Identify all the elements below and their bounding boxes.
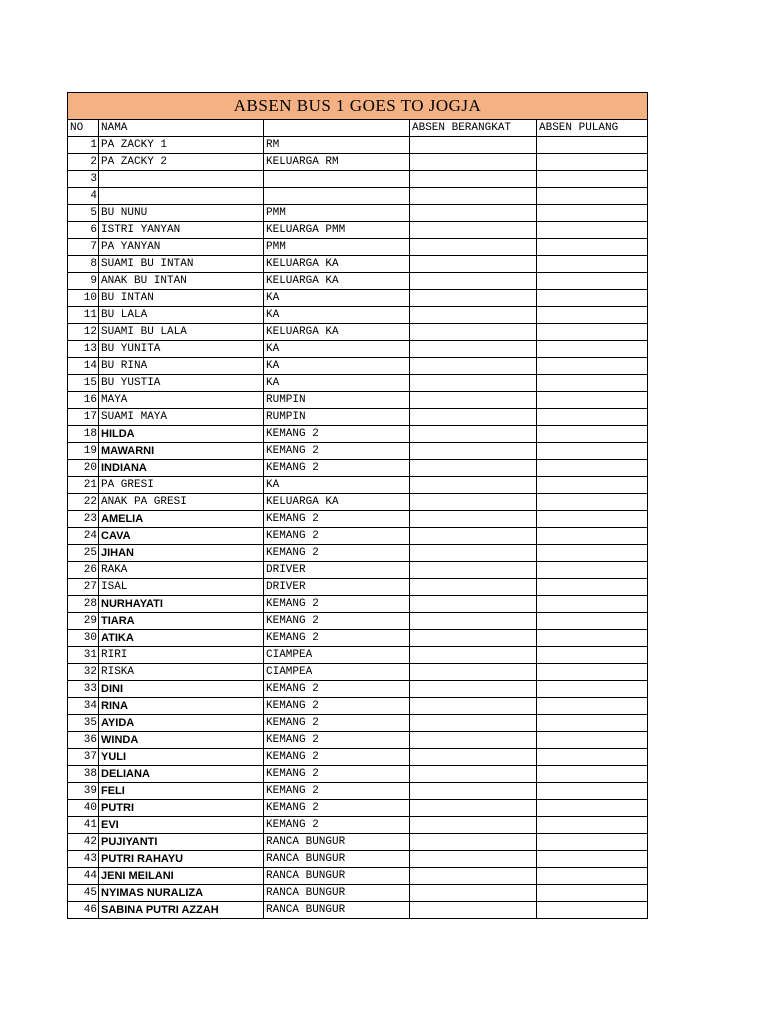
cell-group: KEMANG 2	[264, 426, 410, 443]
cell-no: 28	[68, 596, 99, 613]
cell-no: 22	[68, 494, 99, 511]
table-row	[68, 188, 648, 205]
cell-nama: EVI	[99, 817, 264, 834]
table-row	[68, 460, 648, 477]
cell-absen-berangkat	[410, 205, 537, 222]
cell-absen-pulang	[537, 732, 648, 749]
cell-absen-berangkat	[410, 188, 537, 205]
cell-no: 25	[68, 545, 99, 562]
cell-no: 36	[68, 732, 99, 749]
cell-no: 9	[68, 273, 99, 290]
cell-nama: BU YUSTIA	[99, 375, 264, 392]
sheet-title: ABSEN BUS 1 GOES TO JOGJA	[68, 93, 648, 120]
table-row	[68, 443, 648, 460]
cell-group: KEMANG 2	[264, 715, 410, 732]
table-row	[68, 477, 648, 494]
cell-absen-berangkat	[410, 494, 537, 511]
cell-no: 21	[68, 477, 99, 494]
cell-absen-pulang	[537, 494, 648, 511]
cell-group: RANCA BUNGUR	[264, 834, 410, 851]
cell-group: KELUARGA KA	[264, 273, 410, 290]
cell-no: 11	[68, 307, 99, 324]
cell-nama	[99, 188, 264, 205]
table-row	[68, 834, 648, 851]
cell-group: KEMANG 2	[264, 545, 410, 562]
cell-absen-berangkat	[410, 358, 537, 375]
table-row	[68, 239, 648, 256]
cell-absen-pulang	[537, 630, 648, 647]
cell-absen-berangkat	[410, 154, 537, 171]
header-absen-berangkat: ABSEN BERANGKAT	[410, 120, 537, 137]
cell-nama: BU NUNU	[99, 205, 264, 222]
cell-absen-berangkat	[410, 511, 537, 528]
cell-no: 18	[68, 426, 99, 443]
cell-group: KELUARGA KA	[264, 324, 410, 341]
cell-group	[264, 188, 410, 205]
cell-group: KEMANG 2	[264, 460, 410, 477]
cell-absen-berangkat	[410, 783, 537, 800]
table-row	[68, 749, 648, 766]
cell-nama: BU INTAN	[99, 290, 264, 307]
table-row	[68, 205, 648, 222]
table-row	[68, 341, 648, 358]
cell-no: 6	[68, 222, 99, 239]
cell-no: 31	[68, 647, 99, 664]
cell-absen-berangkat	[410, 902, 537, 919]
table-row	[68, 137, 648, 154]
cell-nama: YULI	[99, 749, 264, 766]
cell-nama: ATIKA	[99, 630, 264, 647]
cell-nama: BU LALA	[99, 307, 264, 324]
cell-absen-berangkat	[410, 460, 537, 477]
cell-absen-berangkat	[410, 732, 537, 749]
cell-absen-pulang	[537, 647, 648, 664]
cell-group: RUMPIN	[264, 392, 410, 409]
cell-no: 4	[68, 188, 99, 205]
table-row	[68, 766, 648, 783]
cell-absen-pulang	[537, 341, 648, 358]
cell-group: KA	[264, 375, 410, 392]
cell-no: 30	[68, 630, 99, 647]
cell-group: KEMANG 2	[264, 596, 410, 613]
cell-no: 12	[68, 324, 99, 341]
cell-absen-berangkat	[410, 545, 537, 562]
table-row	[68, 732, 648, 749]
cell-group: KEMANG 2	[264, 732, 410, 749]
cell-absen-pulang	[537, 783, 648, 800]
cell-absen-berangkat	[410, 647, 537, 664]
cell-group: KA	[264, 341, 410, 358]
cell-absen-pulang	[537, 834, 648, 851]
cell-absen-berangkat	[410, 766, 537, 783]
cell-no: 5	[68, 205, 99, 222]
table-row	[68, 307, 648, 324]
cell-absen-berangkat	[410, 290, 537, 307]
cell-group: KELUARGA RM	[264, 154, 410, 171]
cell-nama: PA GRESI	[99, 477, 264, 494]
header-row	[68, 120, 648, 137]
cell-nama: RISKA	[99, 664, 264, 681]
cell-nama: MAWARNI	[99, 443, 264, 460]
cell-group: KEMANG 2	[264, 511, 410, 528]
cell-no: 15	[68, 375, 99, 392]
cell-absen-pulang	[537, 358, 648, 375]
cell-absen-berangkat	[410, 477, 537, 494]
table-row	[68, 630, 648, 647]
cell-absen-pulang	[537, 562, 648, 579]
cell-nama: NURHAYATI	[99, 596, 264, 613]
cell-group: KEMANG 2	[264, 800, 410, 817]
cell-absen-berangkat	[410, 579, 537, 596]
cell-absen-pulang	[537, 613, 648, 630]
header-group	[264, 120, 410, 137]
cell-group: RANCA BUNGUR	[264, 885, 410, 902]
cell-absen-berangkat	[410, 273, 537, 290]
cell-absen-pulang	[537, 273, 648, 290]
attendance-table	[67, 92, 648, 919]
table-row	[68, 800, 648, 817]
cell-absen-pulang	[537, 511, 648, 528]
cell-nama: PA YANYAN	[99, 239, 264, 256]
cell-group: KEMANG 2	[264, 681, 410, 698]
cell-group: KEMANG 2	[264, 528, 410, 545]
cell-group: RANCA BUNGUR	[264, 902, 410, 919]
header-absen-pulang: ABSEN PULANG	[537, 120, 648, 137]
cell-group: CIAMPEA	[264, 664, 410, 681]
table-row	[68, 290, 648, 307]
cell-absen-pulang	[537, 137, 648, 154]
cell-group: KELUARGA KA	[264, 256, 410, 273]
cell-absen-pulang	[537, 528, 648, 545]
cell-absen-pulang	[537, 800, 648, 817]
cell-group: PMM	[264, 239, 410, 256]
cell-nama: ANAK BU INTAN	[99, 273, 264, 290]
cell-nama: SUAMI BU INTAN	[99, 256, 264, 273]
cell-group: RM	[264, 137, 410, 154]
cell-group: KEMANG 2	[264, 443, 410, 460]
cell-group: KA	[264, 358, 410, 375]
cell-absen-berangkat	[410, 239, 537, 256]
cell-group: RANCA BUNGUR	[264, 851, 410, 868]
cell-absen-berangkat	[410, 851, 537, 868]
table-row	[68, 681, 648, 698]
cell-absen-berangkat	[410, 698, 537, 715]
cell-absen-pulang	[537, 715, 648, 732]
cell-nama: PUTRI	[99, 800, 264, 817]
cell-nama: PA ZACKY 1	[99, 137, 264, 154]
cell-nama: ISTRI YANYAN	[99, 222, 264, 239]
cell-absen-berangkat	[410, 885, 537, 902]
cell-no: 8	[68, 256, 99, 273]
cell-absen-pulang	[537, 766, 648, 783]
cell-absen-pulang	[537, 902, 648, 919]
table-row	[68, 851, 648, 868]
cell-absen-pulang	[537, 664, 648, 681]
attendance-sheet	[67, 92, 647, 919]
cell-no: 26	[68, 562, 99, 579]
cell-nama: AYIDA	[99, 715, 264, 732]
cell-nama: SUAMI BU LALA	[99, 324, 264, 341]
cell-nama: JENI MEILANI	[99, 868, 264, 885]
cell-group: KEMANG 2	[264, 613, 410, 630]
table-row	[68, 698, 648, 715]
cell-group: CIAMPEA	[264, 647, 410, 664]
cell-no: 32	[68, 664, 99, 681]
cell-group: KEMANG 2	[264, 749, 410, 766]
cell-no: 42	[68, 834, 99, 851]
cell-no: 13	[68, 341, 99, 358]
cell-no: 19	[68, 443, 99, 460]
cell-absen-pulang	[537, 443, 648, 460]
cell-absen-pulang	[537, 579, 648, 596]
cell-nama: DELIANA	[99, 766, 264, 783]
table-row	[68, 256, 648, 273]
cell-absen-pulang	[537, 290, 648, 307]
header-nama: NAMA	[99, 120, 264, 137]
cell-absen-pulang	[537, 545, 648, 562]
cell-absen-berangkat	[410, 596, 537, 613]
cell-no: 2	[68, 154, 99, 171]
table-row	[68, 902, 648, 919]
cell-no: 41	[68, 817, 99, 834]
cell-nama: PA ZACKY 2	[99, 154, 264, 171]
cell-group: KA	[264, 307, 410, 324]
table-row	[68, 273, 648, 290]
cell-no: 10	[68, 290, 99, 307]
cell-absen-pulang	[537, 749, 648, 766]
cell-absen-berangkat	[410, 715, 537, 732]
cell-no: 3	[68, 171, 99, 188]
table-row	[68, 154, 648, 171]
cell-no: 23	[68, 511, 99, 528]
cell-absen-pulang	[537, 851, 648, 868]
cell-absen-pulang	[537, 596, 648, 613]
cell-absen-pulang	[537, 460, 648, 477]
cell-absen-berangkat	[410, 443, 537, 460]
cell-absen-pulang	[537, 698, 648, 715]
table-row	[68, 375, 648, 392]
cell-no: 38	[68, 766, 99, 783]
cell-absen-pulang	[537, 324, 648, 341]
cell-nama: INDIANA	[99, 460, 264, 477]
cell-absen-berangkat	[410, 528, 537, 545]
cell-absen-berangkat	[410, 409, 537, 426]
title-row	[68, 93, 648, 120]
cell-no: 24	[68, 528, 99, 545]
cell-group: RANCA BUNGUR	[264, 868, 410, 885]
cell-no: 14	[68, 358, 99, 375]
cell-no: 37	[68, 749, 99, 766]
cell-absen-pulang	[537, 817, 648, 834]
cell-no: 20	[68, 460, 99, 477]
cell-group: KEMANG 2	[264, 698, 410, 715]
cell-nama: HILDA	[99, 426, 264, 443]
cell-nama: BU YUNITA	[99, 341, 264, 358]
cell-group: KEMANG 2	[264, 630, 410, 647]
cell-group: KEMANG 2	[264, 817, 410, 834]
table-row	[68, 511, 648, 528]
cell-no: 29	[68, 613, 99, 630]
table-row	[68, 494, 648, 511]
cell-nama	[99, 171, 264, 188]
cell-no: 34	[68, 698, 99, 715]
cell-nama: ANAK PA GRESI	[99, 494, 264, 511]
cell-no: 7	[68, 239, 99, 256]
cell-absen-pulang	[537, 239, 648, 256]
table-row	[68, 324, 648, 341]
table-row	[68, 596, 648, 613]
cell-absen-berangkat	[410, 868, 537, 885]
cell-absen-berangkat	[410, 834, 537, 851]
cell-group	[264, 171, 410, 188]
cell-absen-berangkat	[410, 324, 537, 341]
cell-nama: RINA	[99, 698, 264, 715]
cell-no: 45	[68, 885, 99, 902]
cell-absen-pulang	[537, 154, 648, 171]
cell-absen-berangkat	[410, 222, 537, 239]
table-row	[68, 868, 648, 885]
cell-absen-pulang	[537, 256, 648, 273]
cell-group: KEMANG 2	[264, 766, 410, 783]
cell-nama: RIRI	[99, 647, 264, 664]
table-row	[68, 664, 648, 681]
table-row	[68, 409, 648, 426]
table-row	[68, 885, 648, 902]
cell-absen-pulang	[537, 171, 648, 188]
cell-group: KELUARGA PMM	[264, 222, 410, 239]
cell-absen-berangkat	[410, 392, 537, 409]
table-row	[68, 358, 648, 375]
cell-absen-pulang	[537, 681, 648, 698]
cell-no: 33	[68, 681, 99, 698]
cell-group: RUMPIN	[264, 409, 410, 426]
cell-nama: PUTRI RAHAYU	[99, 851, 264, 868]
cell-absen-berangkat	[410, 307, 537, 324]
cell-group: KA	[264, 290, 410, 307]
cell-absen-berangkat	[410, 749, 537, 766]
cell-no: 40	[68, 800, 99, 817]
table-row	[68, 783, 648, 800]
cell-absen-berangkat	[410, 681, 537, 698]
cell-absen-pulang	[537, 375, 648, 392]
cell-no: 44	[68, 868, 99, 885]
cell-nama: NYIMAS NURALIZA	[99, 885, 264, 902]
cell-absen-berangkat	[410, 256, 537, 273]
cell-group: KEMANG 2	[264, 783, 410, 800]
cell-no: 16	[68, 392, 99, 409]
cell-absen-berangkat	[410, 426, 537, 443]
table-row	[68, 392, 648, 409]
table-row	[68, 426, 648, 443]
cell-absen-berangkat	[410, 341, 537, 358]
cell-absen-berangkat	[410, 664, 537, 681]
cell-group: DRIVER	[264, 579, 410, 596]
cell-absen-berangkat	[410, 817, 537, 834]
cell-nama: ISAL	[99, 579, 264, 596]
table-row	[68, 613, 648, 630]
cell-absen-pulang	[537, 477, 648, 494]
cell-group: DRIVER	[264, 562, 410, 579]
cell-nama: SABINA PUTRI AZZAH	[99, 902, 264, 919]
cell-no: 43	[68, 851, 99, 868]
cell-no: 35	[68, 715, 99, 732]
cell-absen-berangkat	[410, 171, 537, 188]
cell-no: 46	[68, 902, 99, 919]
cell-nama: AMELIA	[99, 511, 264, 528]
cell-nama: JIHAN	[99, 545, 264, 562]
cell-absen-pulang	[537, 188, 648, 205]
cell-no: 17	[68, 409, 99, 426]
table-row	[68, 222, 648, 239]
cell-nama: DINI	[99, 681, 264, 698]
cell-absen-berangkat	[410, 137, 537, 154]
table-row	[68, 647, 648, 664]
cell-no: 1	[68, 137, 99, 154]
cell-no: 39	[68, 783, 99, 800]
cell-no: 27	[68, 579, 99, 596]
cell-nama: TIARA	[99, 613, 264, 630]
cell-nama: BU RINA	[99, 358, 264, 375]
cell-group: PMM	[264, 205, 410, 222]
cell-nama: CAVA	[99, 528, 264, 545]
cell-absen-berangkat	[410, 800, 537, 817]
cell-absen-pulang	[537, 222, 648, 239]
table-row	[68, 171, 648, 188]
cell-nama: WINDA	[99, 732, 264, 749]
cell-absen-pulang	[537, 392, 648, 409]
cell-absen-berangkat	[410, 562, 537, 579]
cell-group: KA	[264, 477, 410, 494]
cell-absen-pulang	[537, 885, 648, 902]
table-row	[68, 579, 648, 596]
cell-absen-berangkat	[410, 630, 537, 647]
cell-nama: SUAMI MAYA	[99, 409, 264, 426]
cell-absen-pulang	[537, 426, 648, 443]
cell-absen-pulang	[537, 409, 648, 426]
cell-absen-pulang	[537, 205, 648, 222]
cell-nama: MAYA	[99, 392, 264, 409]
table-row	[68, 528, 648, 545]
cell-absen-berangkat	[410, 613, 537, 630]
table-row	[68, 817, 648, 834]
header-no: NO	[68, 120, 99, 137]
cell-nama: RAKA	[99, 562, 264, 579]
cell-absen-pulang	[537, 307, 648, 324]
table-row	[68, 715, 648, 732]
table-row	[68, 562, 648, 579]
cell-nama: FELI	[99, 783, 264, 800]
cell-nama: PUJIYANTI	[99, 834, 264, 851]
cell-group: KELUARGA KA	[264, 494, 410, 511]
cell-absen-pulang	[537, 868, 648, 885]
cell-absen-berangkat	[410, 375, 537, 392]
table-row	[68, 545, 648, 562]
